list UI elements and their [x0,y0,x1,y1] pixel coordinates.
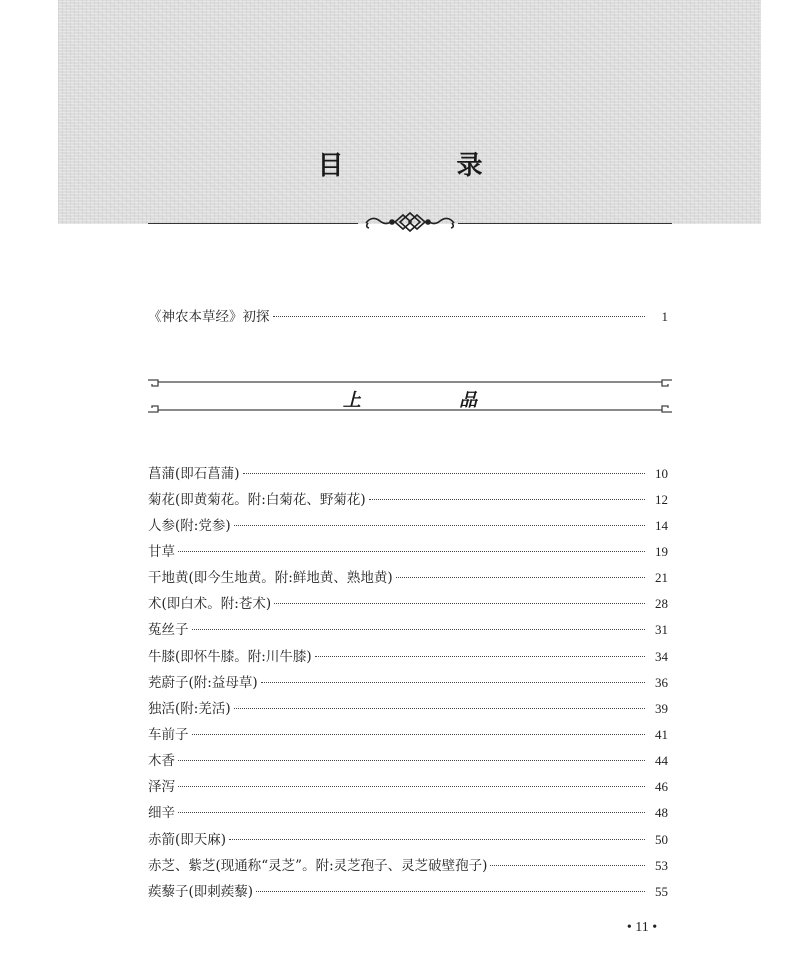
toc-entry[interactable] [148,804,668,822]
toc-leader-dots [178,760,645,761]
knot-ornament-icon [360,209,460,235]
toc-leader-dots [261,682,645,683]
toc-entry-label: 茺蔚子(附:益母草) [148,675,258,691]
toc-entry-label: 菊花(即黄菊花。附:白菊花、野菊花) [148,492,366,508]
toc-entry[interactable] [148,648,668,666]
page-title: 目 录 [317,151,535,181]
toc-entry-page: 50 [655,832,668,847]
toc-entry[interactable] [148,778,668,796]
toc-leader-dots [490,865,645,866]
toc-entry-page: 1 [661,309,668,324]
toc-entry-page: 12 [655,492,668,507]
toc-entry-page: 44 [655,753,668,768]
toc-leader-dots [274,603,645,604]
toc-entry[interactable] [148,831,668,849]
toc-leader-dots [234,708,645,709]
toc-entry[interactable] [148,543,668,561]
toc-entry-label: 独活(附:羌活) [148,701,231,717]
toc-leader-dots [229,839,645,840]
toc-entry-label: 干地黄(即今生地黄。附:鲜地黄、熟地黄) [148,570,393,586]
toc-entry[interactable] [148,465,668,483]
toc-entry-page: 19 [655,544,668,559]
toc-leader-dots [369,499,645,500]
toc-entry-label: 人参(附:党参) [148,518,231,534]
toc-entry-label: 赤箭(即天麻) [148,832,227,848]
toc-leader-dots [178,812,645,813]
toc-entry[interactable] [148,569,668,587]
toc-entry-page: 46 [655,779,668,794]
toc-leader-dots [273,316,646,317]
toc-entry[interactable] [148,595,668,613]
toc-entry[interactable] [148,517,668,535]
toc-leader-dots [315,656,645,657]
toc-entry-page: 28 [655,596,668,611]
toc-entry-page: 34 [655,649,668,664]
toc-leader-dots [192,734,646,735]
toc-leader-dots [234,525,645,526]
toc-entry[interactable] [148,621,668,639]
toc-entry[interactable] [148,726,668,744]
toc-entry-label: 《神农本草经》初探 [148,309,270,325]
toc-entry-label: 蒺藜子(即刺蒺藜) [148,884,254,900]
toc-entry-label: 泽泻 [148,779,175,795]
toc-entry-page: 10 [655,466,668,481]
toc-entry-page: 36 [655,675,668,690]
toc-entry-page: 39 [655,701,668,716]
toc-entry[interactable] [148,491,668,509]
toc-entry-page: 14 [655,518,668,533]
toc-leader-dots [178,551,645,552]
toc-entry[interactable] [148,857,668,875]
toc-entry-label: 术(即白术。附:苍术) [148,596,272,612]
toc-entry-label: 牛膝(即怀牛膝。附:川牛膝) [148,649,312,665]
toc-entry-page: 55 [655,884,668,899]
header-texture-band [58,0,761,224]
divider-rule-left [148,223,358,224]
toc-entry-label: 木香 [148,753,175,769]
toc-leader-dots [178,786,645,787]
toc-entry-label: 细辛 [148,805,175,821]
toc-entry-intro[interactable] [148,308,668,326]
toc-entry-label: 菖蒲(即石菖蒲) [148,466,240,482]
toc-leader-dots [396,577,645,578]
section-header-box [148,378,672,414]
toc-entry-label: 菟丝子 [148,622,189,638]
toc-leader-dots [256,891,645,892]
toc-entry-page: 31 [655,622,668,637]
title-divider [148,209,672,235]
toc-leader-dots [243,473,645,474]
toc-entry-label: 甘草 [148,544,175,560]
toc-entry[interactable] [148,752,668,770]
toc-entry[interactable] [148,674,668,692]
toc-entry-label: 车前子 [148,727,189,743]
toc-entry-page: 21 [655,570,668,585]
toc-entry-page: 53 [655,858,668,873]
page-number: • 11 • [626,920,658,935]
toc-entry-label: 赤芝、紫芝(现通称“灵芝”。附:灵芝孢子、灵芝破壁孢子) [148,858,488,874]
toc-leader-dots [192,629,646,630]
toc-entry[interactable] [148,883,668,901]
section-title: 上 品 [342,390,524,411]
toc-entry-page: 41 [655,727,668,742]
toc-entry-page: 48 [655,805,668,820]
toc-entry[interactable] [148,700,668,718]
divider-rule-right [458,223,672,224]
